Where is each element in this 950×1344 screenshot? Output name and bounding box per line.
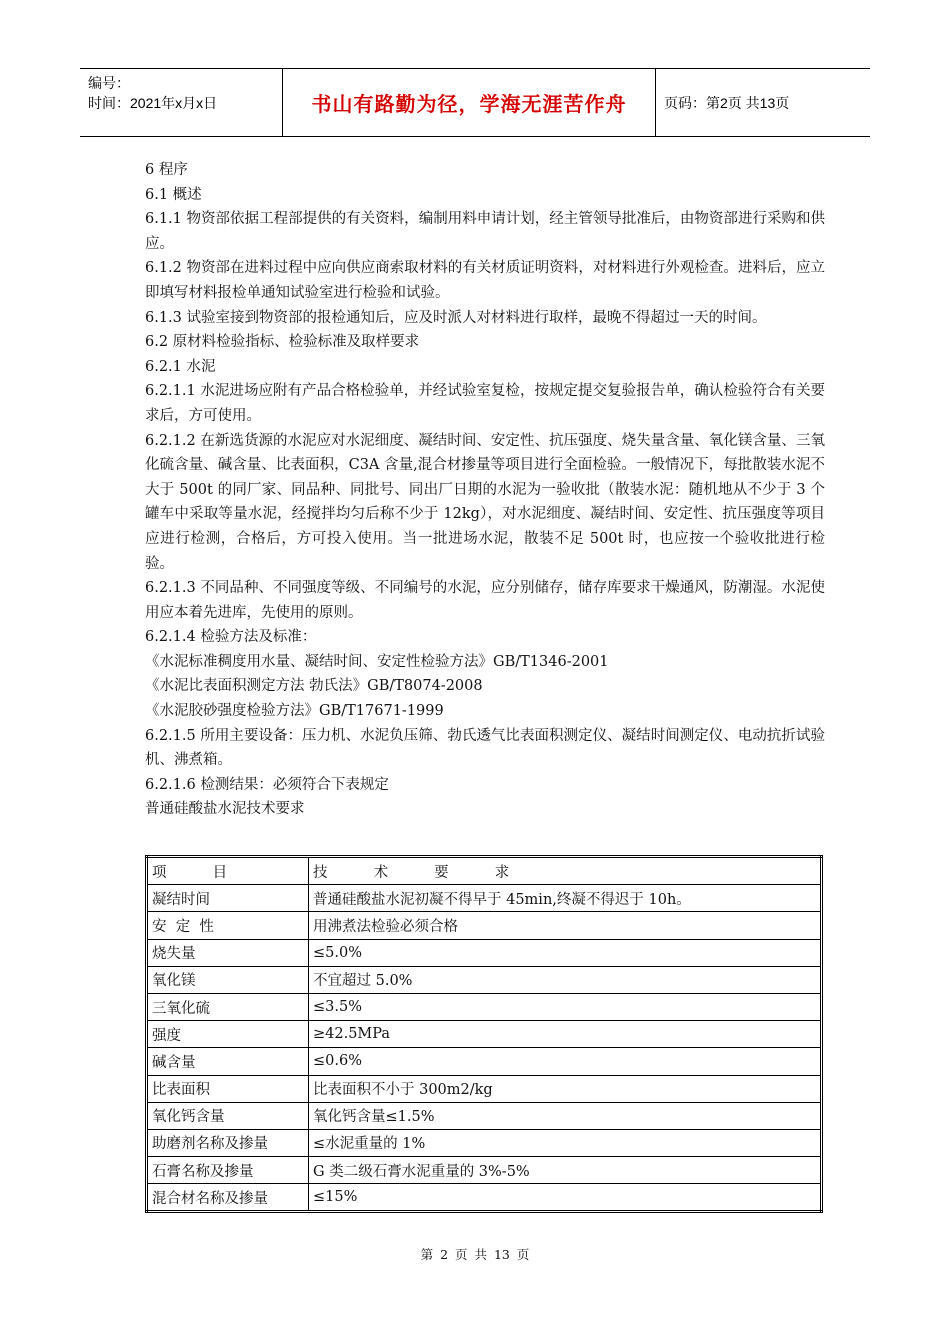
paragraph: 6.2.1.2 在新选货源的水泥应对水泥细度、凝结时间、安定性、抗压强度、烧失量含量、氧化镁含量、三氧化硫含量、碱含量、比表面积，C3A 含量,混合材掺量等项目进行全面检验。一般情况下，每批散装水泥不大于 500t 的同厂家、同品种、同批号、同出厂日期的水泥为一验收批（散装水泥：随机地从不少于 3 个罐车中采取等量水泥，经搅拌均匀后称不少于 12kg），对水泥细度、凝结时间、安定性、抗压强度等项目应进行检测，合格后，方可投入使用。当一批进场水泥，散装不足 500t 时，也应按一个验收批进行检验。 xyxy=(145,432,825,572)
page-header xyxy=(80,68,870,137)
page-info-text: 页码：第2页 共13页 xyxy=(664,94,790,111)
table-cell-item: 石膏名称及掺量 xyxy=(147,1157,309,1184)
motto-text: 书山有路勤为径，学海无涯苦作舟 xyxy=(311,92,627,116)
table-cell-requirement: ≥42.5MPa xyxy=(309,1021,822,1048)
time-label: 时间：2021年x月x日 xyxy=(88,95,218,111)
table-row xyxy=(147,993,822,1020)
table-row xyxy=(147,939,822,966)
table-row xyxy=(147,1075,822,1102)
paragraph: 6.2.1.4 检验方法及标准： xyxy=(145,629,317,646)
table-cell-requirement: 比表面积不小于 300m2/kg xyxy=(309,1075,822,1102)
table-row xyxy=(147,1129,822,1156)
table-cell-item: 混合材名称及掺量 xyxy=(147,1184,309,1212)
table-cell-requirement: 用沸煮法检验必须合格 xyxy=(309,912,822,939)
section-heading: 6.2.1 水泥 xyxy=(145,358,216,375)
table-row xyxy=(147,1102,822,1129)
header-motto-cell xyxy=(282,69,656,136)
table-cell-item: 强度 xyxy=(147,1021,309,1048)
footer-page-number: 第 2 页 共 13 页 xyxy=(420,1247,530,1262)
spec-table xyxy=(145,855,823,1213)
table-row xyxy=(147,1048,822,1075)
table-cell-requirement: 不宜超过 5.0% xyxy=(309,966,822,993)
table-cell-item: 比表面积 xyxy=(147,1075,309,1102)
page-footer xyxy=(0,1245,950,1263)
table-row xyxy=(147,1184,822,1212)
table-cell-item: 助磨剂名称及掺量 xyxy=(147,1129,309,1156)
paragraph: 6.2.1.6 检测结果：必须符合下表规定 xyxy=(145,776,389,793)
table-cell-item: 烧失量 xyxy=(147,939,309,966)
table-header-row xyxy=(147,857,822,885)
table-cell-requirement: 普通硅酸盐水泥初凝不得早于 45min,终凝不得迟于 10h。 xyxy=(309,885,822,912)
standard-reference: 《水泥胶砂强度检验方法》GB/T17671-1999 xyxy=(145,703,444,720)
table-cell-requirement: ≤水泥重量的 1% xyxy=(309,1129,822,1156)
paragraph: 6.2.1.3 不同品种、不同强度等级、不同编号的水泥，应分别储存，储存库要求干燥通风，防潮湿。水泥使用应本着先进库，先使用的原则。 xyxy=(145,580,825,621)
table-cell-item: 安 定 性 xyxy=(147,912,309,939)
body-text xyxy=(145,158,825,822)
table-header-cell: 项 目 xyxy=(147,857,309,885)
table-cell-item: 三氧化硫 xyxy=(147,993,309,1020)
table-row xyxy=(147,1021,822,1048)
table-cell-item: 氧化钙含量 xyxy=(147,1102,309,1129)
table-cell-item: 碱含量 xyxy=(147,1048,309,1075)
standard-reference: 《水泥比表面积测定方法 勃氏法》GB/T8074-2008 xyxy=(145,678,483,695)
paragraph: 6.1.2 物资部在进料过程中应向供应商索取材料的有关材质证明资料，对材料进行外观检查。进料后，应立即填写材料报检单通知试验室进行检验和试验。 xyxy=(145,260,825,301)
paragraph: 6.2.1.1 水泥进场应附有产品合格检验单，并经试验室复检，按规定提交复验报告单，确认检验符合有关要求后，方可使用。 xyxy=(145,383,825,424)
table-cell-requirement: ≤5.0% xyxy=(309,939,822,966)
header-page-info xyxy=(664,69,789,136)
paragraph: 6.1.3 试验室接到物资部的报检通知后，应及时派人对材料进行取样，最晚不得超过一天的时间。 xyxy=(145,309,767,326)
table-caption: 普通硅酸盐水泥技术要求 xyxy=(145,801,305,818)
table-cell-requirement: ≤15% xyxy=(309,1184,822,1212)
table-cell-requirement: 氧化钙含量≤1.5% xyxy=(309,1102,822,1129)
code-label: 编号： xyxy=(88,75,130,91)
paragraph: 6.1.1 物资部依据工程部提供的有关资料，编制用料申请计划，经主管领导批准后，由物资部进行采购和供应。 xyxy=(145,211,825,252)
table-cell-requirement: ≤0.6% xyxy=(309,1048,822,1075)
table-row xyxy=(147,912,822,939)
table-row xyxy=(147,1157,822,1184)
section-heading: 6.2 原材料检验指标、检验标准及取样要求 xyxy=(145,334,420,351)
header-meta xyxy=(88,73,278,113)
table-header-cell: 技 术 要 求 xyxy=(309,857,822,885)
section-heading: 6.1 概述 xyxy=(145,186,202,203)
paragraph: 6.2.1.5 所用主要设备：压力机、水泥负压筛、勃氏透气比表面积测定仪、凝结时间测定仪、电动抗折试验机、沸煮箱。 xyxy=(145,727,825,769)
standard-reference: 《水泥标准稠度用水量、凝结时间、安定性检验方法》GB/T1346-2001 xyxy=(145,653,609,670)
table-cell-requirement: ≤3.5% xyxy=(309,993,822,1020)
table-row xyxy=(147,966,822,993)
table-cell-item: 氧化镁 xyxy=(147,966,309,993)
table-row xyxy=(147,885,822,912)
section-heading: 6 程序 xyxy=(145,162,188,178)
table-cell-item: 凝结时间 xyxy=(147,885,309,912)
table-cell-requirement: G 类二级石膏水泥重量的 3%-5% xyxy=(309,1157,822,1184)
